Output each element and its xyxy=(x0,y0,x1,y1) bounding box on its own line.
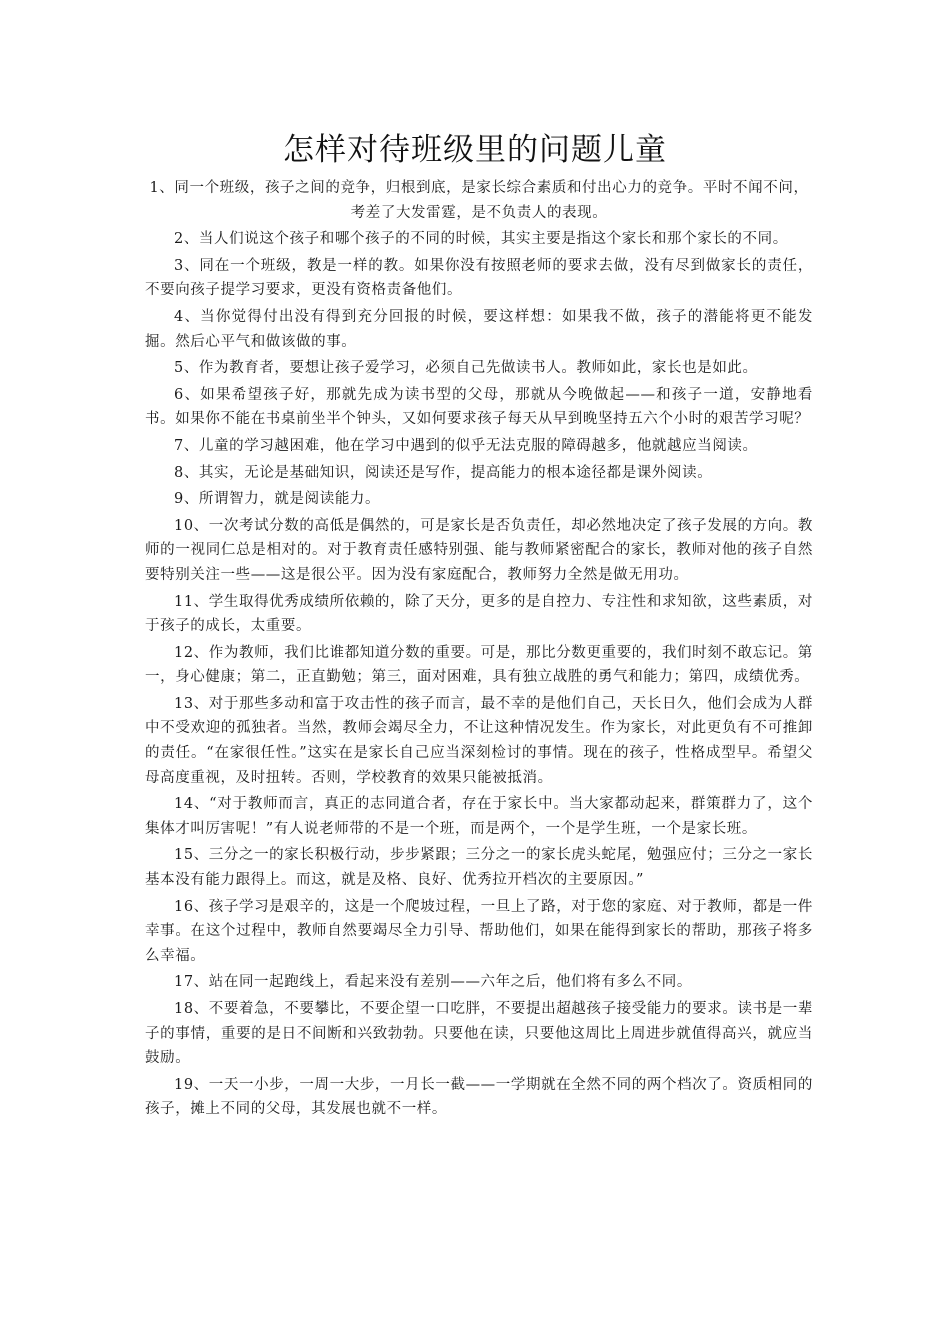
paragraph: 6、如果希望孩子好，那就先成为读书型的父母，那就从今晚做起——和孩子一道，安静地看书。如果你不能在书桌前坐半个钟头，又如何要求孩子每天从早到晚坚持五六个小时的艰苦学习呢？ xyxy=(145,386,813,428)
paragraph: 18、不要着急，不要攀比，不要企望一口吃胖，不要提出超越孩子接受能力的要求。读书是一辈子的事情，重要的是日不间断和兴致勃勃。只要他在读，只要他这周比上周进步就值得高兴，就应当鼓励。 xyxy=(145,1001,813,1067)
paragraph: 2、当人们说这个孩子和哪个孩子的不同的时候，其实主要是指这个家长和那个家长的不同。 xyxy=(174,231,788,248)
paragraph: 13、对于那些多动和富于攻击性的孩子而言，最不幸的是他们自己，天长日久，他们会成为人群中不受欢迎的孤独者。当然，教师会竭尽全力，不让这种情况发生。作为家长，对此更负有不可推卸的责任。“在家很任性。”这实在是家长自己应当深刻检讨的事情。现在的孩子，性格成型早。希望父母高度重视，及时扭转。否则，学校教育的效果只能被抵消。 xyxy=(145,695,813,786)
paragraph: 1、同一个班级，孩子之间的竞争，归根到底，是家长综合素质和付出心力的竞争。平时不闻不问，考差了大发雷霆，是不负责人的表现。 xyxy=(149,180,809,221)
paragraph: 5、作为教育者，要想让孩子爱学习，必须自己先做读书人。教师如此，家长也是如此。 xyxy=(174,360,758,377)
paragraph: 7、儿童的学习越困难，他在学习中遇到的似乎无法克服的障碍越多，他就越应当阅读。 xyxy=(174,437,758,454)
paragraph: 8、其实，无论是基础知识，阅读还是写作，提高能力的根本途径都是课外阅读。 xyxy=(174,464,713,481)
document-body xyxy=(145,176,813,1124)
paragraph: 4、当你觉得付出没有得到充分回报的时候，要这样想：如果我不做，孩子的潜能将更不能发掘。然后心平气和做该做的事。 xyxy=(145,308,813,350)
paragraph: 12、作为教师，我们比谁都知道分数的重要。可是，那比分数更重要的，我们时刻不敢忘记。第一，身心健康；第二，正直勤勉；第三，面对困难，具有独立战胜的勇气和能力；第四，成绩优秀。 xyxy=(145,644,813,686)
paragraph: 17、站在同一起跑线上，看起来没有差别——六年之后，他们将有多么不同。 xyxy=(174,974,692,991)
paragraph: 14、“对于教师而言，真正的志同道合者，存在于家长中。当大家都动起来，群策群力了，这个集体才叫厉害呢！”有人说老师带的不是一个班，而是两个，一个是学生班，一个是家长班。 xyxy=(145,796,813,837)
paragraph: 11、学生取得优秀成绩所依赖的，除了天分，更多的是自控力、专注性和求知欲，这些素质，对于孩子的成长，太重要。 xyxy=(145,593,813,635)
paragraph: 15、三分之一的家长积极行动，步步紧跟；三分之一的家长虎头蛇尾，勉强应付；三分之一家长基本没有能力跟得上。而这，就是及格、良好、优秀拉开档次的主要原因。” xyxy=(145,847,813,889)
paragraph: 10、一次考试分数的高低是偶然的，可是家长是否负责任，却必然地决定了孩子发展的方向。教师的一视同仁总是相对的。对于教育责任感特别强、能与教师紧密配合的家长，教师对他的孩子自然要特别关注一些——这是很公平。因为没有家庭配合，教师努力全然是做无用功。 xyxy=(145,517,813,583)
document-title: 怎样对待班级里的问题儿童 xyxy=(283,132,667,168)
paragraph: 9、所谓智力，就是阅读能力。 xyxy=(174,491,381,508)
paragraph: 19、一天一小步，一周一大步，一月长一截——一学期就在全然不同的两个档次了。资质相同的孩子，摊上不同的父母，其发展也就不一样。 xyxy=(145,1076,813,1118)
paragraph: 3、同在一个班级，教是一样的教。如果你没有按照老师的要求去做，没有尽到做家长的责任，不要向孩子提学习要求，更没有资格责备他们。 xyxy=(145,257,813,299)
paragraph: 16、孩子学习是艰辛的，这是一个爬坡过程，一旦上了路，对于您的家庭、对于教师，都是一件幸事。在这个过程中，教师自然要竭尽全力引导、帮助他们，如果在能得到家长的帮助，那孩子将多么幸福。 xyxy=(145,898,813,964)
